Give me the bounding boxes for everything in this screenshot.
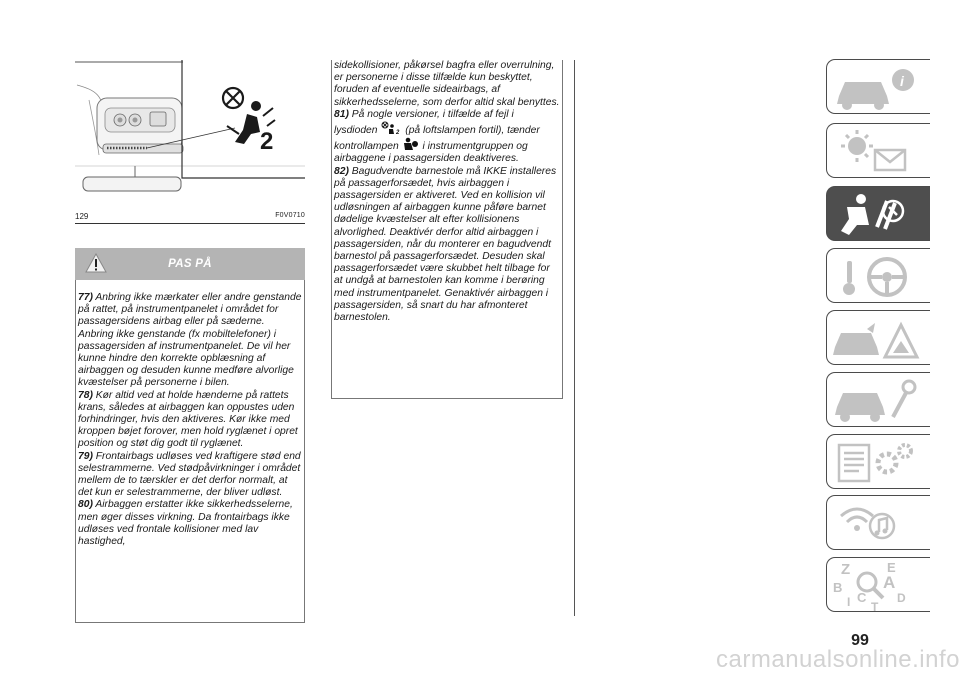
maintenance-icon <box>827 373 931 428</box>
figure-code: F0V0710 <box>275 212 305 219</box>
index-letter: T <box>871 600 879 613</box>
warning-title: PAS PÅ <box>168 258 212 270</box>
caption-rule <box>75 223 305 224</box>
warning-item-80: 80) Airbaggen erstatter ikke sikkerhedsselerne, men øger disses virkning. Da frontairbags ikke udløses ved frontale kollisioner med lav hastighed, <box>78 499 293 548</box>
emergency-icon <box>827 311 931 366</box>
warning-item-82: 82) Bagudvendte barnestole må IKKE installeres på passagerforsædet, hvis airbaggen i passagersiden er aktiveret. Ved en kollision vil udløsningen af airbaggen kunne påføre barnet dødelige kvæstelser alt efter kollisionens alvorlighed. Deaktivér derfor altid airbaggen i passagersiden, når du monterer en bagudvendt barnestol på passagerforsædet. Desuden skal passagerforsædet være skubbet helt tilbage for at undgå at barnestolen kan komme i berøring med instrumentpanelet. Genaktivér airbaggen i passagersiden, så snart du har afmonteret barnestolen. <box>334 165 557 324</box>
index-letter: Z <box>841 561 851 578</box>
warning-item-77: 77) Anbring ikke mærkater eller andre genstande på rattet, på instrumentpanelet i området for passagersidens airbag eller på sæderne. Anbring ikke genstande (fx mobiltelefoner) i passagersiden af instrumentpanelet. De vil her kunne hindre den korrekte opblæsning af airbaggen og desuden kunne medføre alvorlige kvæstelser på personerne i bilen. <box>78 292 302 389</box>
index-letter: A <box>883 573 896 592</box>
warning-item-81: 81) På nogle versioner, i tilfælde af fejl i lysdioden 2 (på loftslampen fortil), tænder kontrollampen i instrumentgruppen og airbaggene i passagersiden deaktiveres. <box>334 108 540 165</box>
technical-data-icon <box>827 435 931 490</box>
warning-header <box>75 248 305 280</box>
tab-starting-driving[interactable] <box>826 248 930 303</box>
tab-multimedia[interactable] <box>826 495 930 550</box>
tab-car-info[interactable] <box>826 59 930 114</box>
warning-item-79: 79) Frontairbags udløses ved kraftigere stød end selestrammerne. Ved stødpåvirkninger i området mellem de to tærskler er det derfor normalt, at det kun er selestrammerne, der bliver udløst. <box>78 450 301 499</box>
airbag-warning-lamp-icon <box>402 137 420 151</box>
badge-digit: 2 <box>260 128 274 155</box>
starting-driving-icon <box>827 249 931 304</box>
tab-emergency[interactable] <box>826 310 930 365</box>
continuation-text-column <box>334 60 560 324</box>
tab-safety[interactable] <box>826 186 930 241</box>
tab-technical-data[interactable] <box>826 434 930 489</box>
tab-index[interactable] <box>826 557 930 612</box>
tab-warning-lights[interactable] <box>826 123 930 178</box>
warning-item-78: 78) Kør altid ved at holde hænderne på rattets krans, således at airbaggen kan oppustes uden forhindringer, hvis den aktiveres. Kør ikke med kroppen bøjet forover, men hold ryglænet i opret position og støt dig godt til ryglænet. <box>78 389 298 450</box>
index-letter: I <box>847 595 851 609</box>
airbag-led-icon <box>380 121 402 135</box>
figure-number: 129 <box>75 212 89 221</box>
index-letter: E <box>887 560 896 575</box>
svg-text:i: i <box>900 73 904 89</box>
page-number: 99 <box>851 632 869 649</box>
multimedia-icon <box>827 496 931 551</box>
column-divider <box>574 60 575 616</box>
watermark: carmanualsonline.info <box>716 646 960 673</box>
index-letter: C <box>857 590 867 605</box>
car-info-icon <box>827 60 931 115</box>
tab-maintenance[interactable] <box>826 372 930 427</box>
index-letter: D <box>897 591 906 605</box>
svg-text:2: 2 <box>396 130 400 136</box>
index-letter: B <box>833 580 843 595</box>
figure-129 <box>75 60 305 208</box>
continuation-intro: sidekollisioner, påkørsel bagfra eller overrulning, er personerne i disse tilfælde kun beskyttet, foruden af eventuelle sideairbags, af sikkerhedsselerne, som derfor altid skal benyttes. <box>334 60 560 108</box>
index-icon <box>827 558 931 613</box>
airbag-seat-icon <box>827 187 931 242</box>
warning-lights-icon <box>827 124 931 179</box>
warning-text-column <box>78 292 302 548</box>
